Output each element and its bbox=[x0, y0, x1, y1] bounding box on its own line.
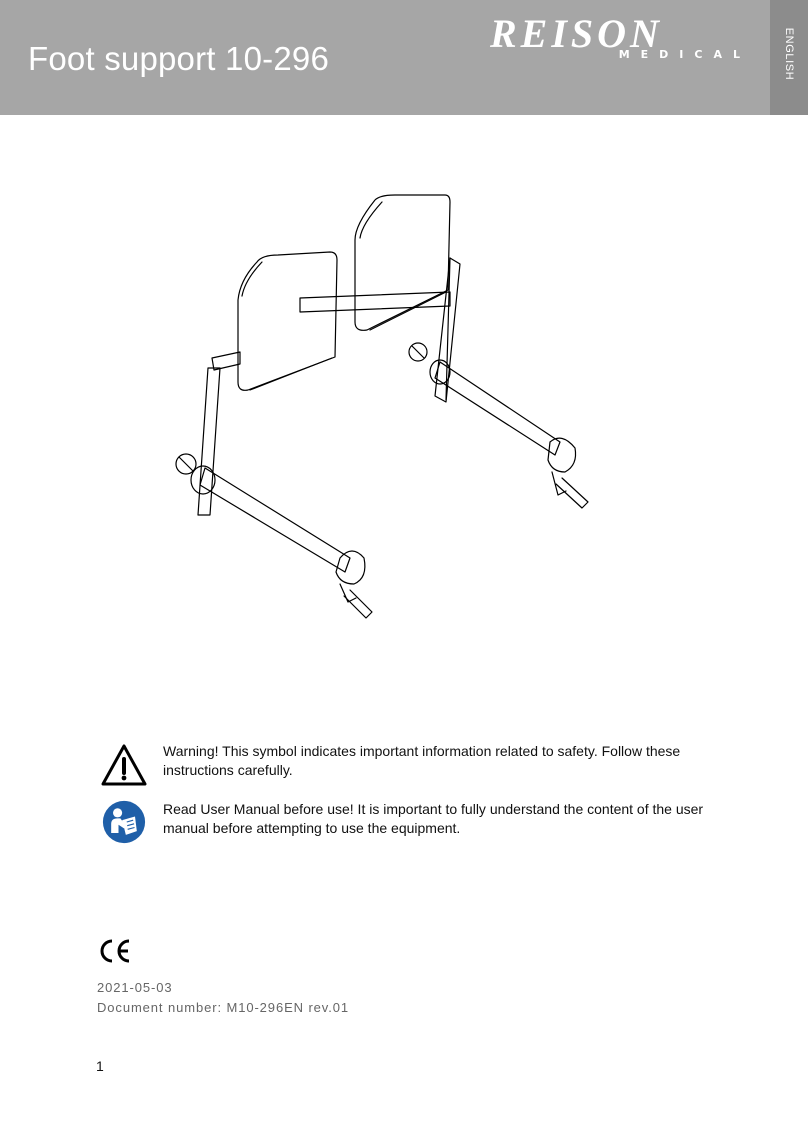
foot-support-drawing bbox=[150, 180, 630, 630]
page-header bbox=[0, 0, 808, 115]
page-title: Foot support 10-296 bbox=[28, 40, 329, 77]
read-manual-icon bbox=[102, 800, 146, 844]
ce-mark-icon bbox=[98, 938, 132, 964]
brand-logo bbox=[490, 11, 755, 61]
language-tab bbox=[770, 0, 808, 115]
warning-text: Warning! This symbol indicates important information related to safety. Follow these instructions carefully. bbox=[163, 743, 681, 778]
logo-subtitle: MEDICAL bbox=[618, 48, 751, 61]
logo-wordmark: REISON bbox=[490, 11, 663, 56]
document-number: Document number: M10-296EN rev.01 bbox=[97, 1000, 350, 1015]
manual-text: Read User Manual before use! It is important to fully understand the content of the user manual before attempting to use the equipment. bbox=[163, 801, 704, 836]
language-label: ENGLISH bbox=[783, 27, 795, 81]
document-date: 2021-05-03 bbox=[97, 980, 173, 995]
page-number: 1 bbox=[96, 1058, 104, 1074]
warning-triangle-icon bbox=[100, 742, 148, 790]
